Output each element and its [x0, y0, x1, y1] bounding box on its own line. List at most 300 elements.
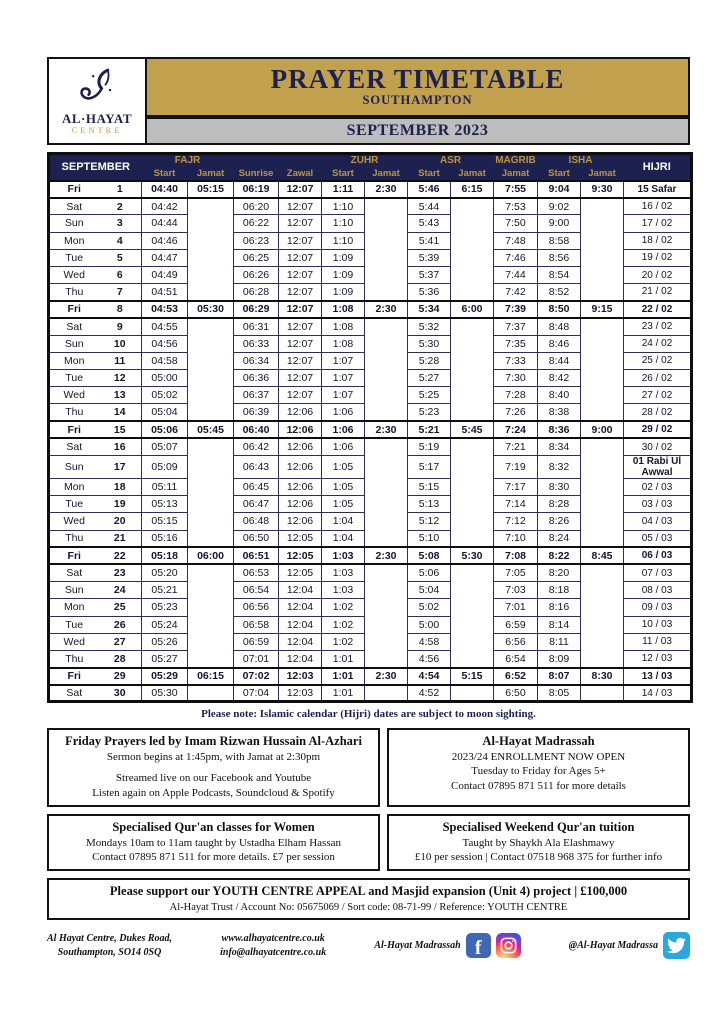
sunrise-cell: 06:36 [234, 370, 279, 387]
magrib-jamat-cell: 7:10 [494, 530, 538, 547]
zuhr-start-cell: 1:01 [322, 650, 365, 667]
day-cell: Sat [49, 438, 99, 455]
empty-jamat-cell [188, 198, 234, 301]
info-boxes [47, 728, 690, 871]
fajr-start-cell: 05:30 [142, 685, 188, 702]
asr-start-cell: 4:52 [408, 685, 451, 702]
magrib-jamat-cell: 7:26 [494, 404, 538, 421]
day-cell: Sun [49, 215, 99, 232]
zawal-cell: 12:04 [279, 599, 322, 616]
isha-jamat-cell: 9:30 [581, 181, 624, 198]
zawal-cell: 12:04 [279, 616, 322, 633]
zuhr-start-cell: 1:01 [322, 668, 365, 685]
title-band [147, 59, 688, 119]
subheader-asr-start: Start [408, 168, 451, 181]
day-cell: Wed [49, 387, 99, 404]
magrib-jamat-cell: 6:50 [494, 685, 538, 702]
sunrise-cell: 07:04 [234, 685, 279, 702]
isha-start-cell: 8:40 [538, 387, 581, 404]
info-box [47, 728, 380, 807]
asr-start-cell: 5:17 [408, 456, 451, 479]
day-cell: Tue [49, 249, 99, 266]
hijri-cell: 18 / 02 [624, 232, 692, 249]
zuhr-start-cell: 1:05 [322, 479, 365, 496]
page-subtitle: SOUTHAMPTON [362, 93, 473, 107]
zawal-cell: 12:05 [279, 564, 322, 581]
subheader-zuhr-start: Start [322, 168, 365, 181]
empty-jamat-cell [365, 685, 408, 702]
asr-start-cell: 4:54 [408, 668, 451, 685]
magrib-jamat-cell: 7:53 [494, 198, 538, 215]
sunrise-cell: 06:33 [234, 335, 279, 352]
isha-start-cell: 8:24 [538, 530, 581, 547]
asr-start-cell: 5:30 [408, 335, 451, 352]
date-cell: 16 [99, 438, 142, 455]
date-cell: 9 [99, 318, 142, 335]
logo [49, 59, 147, 143]
magrib-jamat-cell: 7:01 [494, 599, 538, 616]
date-cell: 27 [99, 633, 142, 650]
fajr-start-cell: 04:58 [142, 352, 188, 369]
magrib-jamat-cell: 7:37 [494, 318, 538, 335]
appeal-bank-details: Al-Hayat Trust / Account No: 05675069 / Sort code: 08-71-99 / Reference: YOUTH CENTRE [169, 902, 568, 914]
date-cell: 24 [99, 582, 142, 599]
sunrise-cell: 07:01 [234, 650, 279, 667]
asr-start-cell: 4:56 [408, 650, 451, 667]
subheader-isha-start: Start [538, 168, 581, 181]
asr-start-cell: 5:19 [408, 438, 451, 455]
asr-start-cell: 5:06 [408, 564, 451, 581]
info-box-line: £10 per session | Contact 07518 968 375 for further info [414, 850, 663, 863]
isha-start-cell: 8:14 [538, 616, 581, 633]
magrib-jamat-cell: 7:24 [494, 421, 538, 438]
isha-start-cell: 8:09 [538, 650, 581, 667]
magrib-jamat-cell: 7:08 [494, 547, 538, 564]
fajr-start-cell: 05:27 [142, 650, 188, 667]
zawal-cell: 12:06 [279, 404, 322, 421]
isha-start-cell: 8:32 [538, 456, 581, 479]
hijri-cell: 08 / 03 [624, 582, 692, 599]
asr-start-cell: 5:32 [408, 318, 451, 335]
magrib-jamat-cell: 7:30 [494, 370, 538, 387]
date-cell: 14 [99, 404, 142, 421]
zuhr-start-cell: 1:02 [322, 633, 365, 650]
zawal-cell: 12:07 [279, 387, 322, 404]
fajr-start-cell: 05:11 [142, 479, 188, 496]
empty-jamat-cell [581, 564, 624, 667]
zawal-cell: 12:03 [279, 685, 322, 702]
info-box [387, 728, 690, 807]
zawal-cell: 12:06 [279, 496, 322, 513]
date-cell: 8 [99, 301, 142, 318]
fajr-start-cell: 04:53 [142, 301, 188, 318]
zuhr-start-cell: 1:07 [322, 387, 365, 404]
asr-start-cell: 5:13 [408, 496, 451, 513]
fajr-start-cell: 04:49 [142, 266, 188, 283]
date-cell: 30 [99, 685, 142, 702]
info-box-line: Listen again on Apple Podcasts, Soundcloud & Spotify [92, 786, 335, 799]
magrib-jamat-cell: 7:39 [494, 301, 538, 318]
hijri-cell: 26 / 02 [624, 370, 692, 387]
empty-jamat-cell [581, 318, 624, 421]
empty-jamat-cell [451, 564, 494, 667]
hijri-cell: 14 / 03 [624, 685, 692, 702]
sunrise-cell: 06:47 [234, 496, 279, 513]
isha-jamat-cell: 9:15 [581, 301, 624, 318]
info-box-line: Contact 07895 871 511 for more details [451, 779, 626, 792]
isha-start-cell: 8:20 [538, 564, 581, 581]
zawal-cell: 12:06 [279, 479, 322, 496]
column-header-zuhr: ZUHR [322, 154, 408, 168]
hijri-cell: 24 / 02 [624, 335, 692, 352]
column-header-fajr: FAJR [142, 154, 234, 168]
empty-jamat-cell [365, 438, 408, 547]
sunrise-cell: 06:31 [234, 318, 279, 335]
zawal-cell: 12:03 [279, 668, 322, 685]
asr-start-cell: 5:02 [408, 599, 451, 616]
zawal-cell: 12:04 [279, 633, 322, 650]
asr-start-cell: 5:23 [408, 404, 451, 421]
info-box-title: Friday Prayers led by Imam Rizwan Hussain Al-Azhari [65, 734, 362, 749]
isha-start-cell: 8:22 [538, 547, 581, 564]
asr-jamat-cell: 6:00 [451, 301, 494, 318]
hijri-cell: 28 / 02 [624, 404, 692, 421]
day-cell: Thu [49, 404, 99, 421]
title-area [147, 59, 688, 143]
hijri-cell: 15 Safar [624, 181, 692, 198]
day-cell: Tue [49, 496, 99, 513]
table-row [49, 564, 692, 581]
sunrise-cell: 06:37 [234, 387, 279, 404]
al-hayat-calligraphy-icon [74, 67, 120, 112]
subheader-zuhr-jamat: Jamat [365, 168, 408, 181]
zawal-cell: 12:07 [279, 335, 322, 352]
empty-jamat-cell [365, 564, 408, 667]
isha-start-cell: 8:18 [538, 582, 581, 599]
fajr-start-cell: 05:09 [142, 456, 188, 479]
date-cell: 7 [99, 284, 142, 301]
date-cell: 18 [99, 479, 142, 496]
day-cell: Fri [49, 547, 99, 564]
date-cell: 29 [99, 668, 142, 685]
isha-start-cell: 8:05 [538, 685, 581, 702]
subheader-fajr-start: Start [142, 168, 188, 181]
asr-start-cell: 5:39 [408, 249, 451, 266]
magrib-jamat-cell: 7:14 [494, 496, 538, 513]
isha-start-cell: 8:07 [538, 668, 581, 685]
hijri-cell: 10 / 03 [624, 616, 692, 633]
zawal-cell: 12:07 [279, 232, 322, 249]
isha-start-cell: 8:26 [538, 513, 581, 530]
zuhr-start-cell: 1:03 [322, 582, 365, 599]
subheader-isha-jamat: Jamat [581, 168, 624, 181]
day-cell: Sat [49, 685, 99, 702]
website-url: www.alhayatcentre.co.uk [221, 933, 325, 945]
day-cell: Mon [49, 479, 99, 496]
zuhr-start-cell: 1:08 [322, 335, 365, 352]
empty-jamat-cell [451, 438, 494, 547]
sunrise-cell: 06:56 [234, 599, 279, 616]
date-cell: 28 [99, 650, 142, 667]
asr-start-cell: 5:27 [408, 370, 451, 387]
sunrise-cell: 06:51 [234, 547, 279, 564]
empty-jamat-cell [581, 438, 624, 547]
asr-start-cell: 5:41 [408, 232, 451, 249]
subheader-sunrise: Sunrise [234, 168, 279, 181]
asr-start-cell: 5:15 [408, 479, 451, 496]
sunrise-cell: 06:23 [234, 232, 279, 249]
empty-jamat-cell [188, 438, 234, 547]
asr-jamat-cell: 6:15 [451, 181, 494, 198]
day-cell: Mon [49, 352, 99, 369]
isha-start-cell: 8:28 [538, 496, 581, 513]
sunrise-cell: 06:26 [234, 266, 279, 283]
zawal-cell: 12:07 [279, 370, 322, 387]
hijri-cell: 30 / 02 [624, 438, 692, 455]
zawal-cell: 12:07 [279, 181, 322, 198]
table-row [49, 318, 692, 335]
fajr-jamat-cell: 05:30 [188, 301, 234, 318]
fajr-jamat-cell: 06:15 [188, 668, 234, 685]
zuhr-start-cell: 1:07 [322, 352, 365, 369]
table-row [49, 301, 692, 318]
empty-jamat-cell [188, 318, 234, 421]
logo-subtitle: CENTRE [71, 125, 123, 136]
subheader-magrib-jamat: Jamat [494, 168, 538, 181]
date-cell: 26 [99, 616, 142, 633]
hijri-cell: 09 / 03 [624, 599, 692, 616]
zawal-cell: 12:07 [279, 249, 322, 266]
isha-start-cell: 8:50 [538, 301, 581, 318]
isha-jamat-cell: 9:00 [581, 421, 624, 438]
sunrise-cell: 06:45 [234, 479, 279, 496]
sunrise-cell: 06:48 [234, 513, 279, 530]
moon-sighting-note: Please note: Islamic calendar (Hijri) dates are subject to moon sighting. [201, 708, 536, 721]
asr-start-cell: 5:36 [408, 284, 451, 301]
info-box-line: Sermon begins at 1:45pm, with Jamat at 2:30pm [106, 751, 321, 764]
fajr-start-cell: 04:47 [142, 249, 188, 266]
column-header-september: SEPTEMBER [49, 154, 142, 181]
magrib-jamat-cell: 7:12 [494, 513, 538, 530]
fajr-start-cell: 04:51 [142, 284, 188, 301]
isha-start-cell: 8:36 [538, 421, 581, 438]
sunrise-cell: 06:22 [234, 215, 279, 232]
zuhr-start-cell: 1:10 [322, 232, 365, 249]
fajr-start-cell: 04:55 [142, 318, 188, 335]
zuhr-start-cell: 1:10 [322, 198, 365, 215]
magrib-jamat-cell: 6:59 [494, 616, 538, 633]
sunrise-cell: 06:42 [234, 438, 279, 455]
asr-start-cell: 5:25 [408, 387, 451, 404]
magrib-jamat-cell: 7:03 [494, 582, 538, 599]
zuhr-start-cell: 1:06 [322, 404, 365, 421]
zawal-cell: 12:05 [279, 547, 322, 564]
magrib-jamat-cell: 7:46 [494, 249, 538, 266]
hijri-cell: 25 / 02 [624, 352, 692, 369]
date-cell: 6 [99, 266, 142, 283]
info-box-line: 2023/24 ENROLLMENT NOW OPEN [451, 751, 626, 764]
sunrise-cell: 06:20 [234, 198, 279, 215]
zuhr-start-cell: 1:08 [322, 318, 365, 335]
hijri-cell: 17 / 02 [624, 215, 692, 232]
asr-start-cell: 5:10 [408, 530, 451, 547]
fajr-start-cell: 05:13 [142, 496, 188, 513]
hijri-cell: 03 / 03 [624, 496, 692, 513]
hijri-cell: 16 / 02 [624, 198, 692, 215]
zawal-cell: 12:07 [279, 284, 322, 301]
zawal-cell: 12:07 [279, 301, 322, 318]
asr-jamat-cell: 5:30 [451, 547, 494, 564]
asr-start-cell: 5:44 [408, 198, 451, 215]
timetable-header [49, 154, 692, 181]
zuhr-start-cell: 1:01 [322, 685, 365, 702]
hijri-cell: 21 / 02 [624, 284, 692, 301]
day-cell: Thu [49, 284, 99, 301]
hijri-cell: 01 Rabi Ul Awwal [624, 456, 692, 479]
info-box-line: Mondays 10am to 11am taught by Ustadha Elham Hassan [86, 836, 341, 849]
isha-start-cell: 8:56 [538, 249, 581, 266]
column-header-hijri: HIJRI [624, 154, 692, 181]
address [47, 932, 172, 959]
twitter-group [569, 932, 690, 959]
day-cell: Tue [49, 370, 99, 387]
page-title: PRAYER TIMETABLE [270, 64, 565, 94]
day-cell: Sat [49, 198, 99, 215]
day-cell: Tue [49, 616, 99, 633]
twitter-icon [663, 932, 690, 959]
zawal-cell: 12:07 [279, 215, 322, 232]
day-cell: Sun [49, 335, 99, 352]
zuhr-jamat-cell: 2:30 [365, 668, 408, 685]
zawal-cell: 12:06 [279, 513, 322, 530]
magrib-jamat-cell: 6:56 [494, 633, 538, 650]
asr-start-cell: 5:34 [408, 301, 451, 318]
youth-centre-appeal [47, 878, 690, 920]
fajr-start-cell: 05:26 [142, 633, 188, 650]
zuhr-start-cell: 1:05 [322, 496, 365, 513]
month-banner: SEPTEMBER 2023 [346, 122, 489, 139]
empty-jamat-cell [188, 564, 234, 667]
asr-start-cell: 5:21 [408, 421, 451, 438]
zuhr-start-cell: 1:07 [322, 370, 365, 387]
column-header-magrib: MAGRIB [495, 155, 536, 167]
fajr-start-cell: 04:42 [142, 198, 188, 215]
info-box-line: Tuesday to Friday for Ages 5+ [471, 765, 606, 778]
day-cell: Sun [49, 456, 99, 479]
facebook-instagram-group [374, 933, 520, 958]
day-cell: Mon [49, 599, 99, 616]
zuhr-jamat-cell: 2:30 [365, 547, 408, 564]
magrib-jamat-cell: 7:19 [494, 456, 538, 479]
asr-start-cell: 5:28 [408, 352, 451, 369]
zuhr-start-cell: 1:06 [322, 438, 365, 455]
fajr-start-cell: 05:20 [142, 564, 188, 581]
day-cell: Wed [49, 266, 99, 283]
fajr-start-cell: 04:46 [142, 232, 188, 249]
table-row [49, 438, 692, 455]
day-cell: Wed [49, 633, 99, 650]
asr-start-cell: 5:46 [408, 181, 451, 198]
hijri-cell: 19 / 02 [624, 249, 692, 266]
fajr-start-cell: 05:06 [142, 421, 188, 438]
zawal-cell: 12:07 [279, 352, 322, 369]
email-address: info@alhayatcentre.co.uk [220, 946, 327, 958]
date-cell: 21 [99, 530, 142, 547]
sunrise-cell: 06:40 [234, 421, 279, 438]
month-band [147, 119, 688, 143]
sunrise-cell: 06:43 [234, 456, 279, 479]
header [47, 57, 690, 145]
zuhr-start-cell: 1:10 [322, 215, 365, 232]
date-cell: 23 [99, 564, 142, 581]
hijri-cell: 27 / 02 [624, 387, 692, 404]
date-cell: 3 [99, 215, 142, 232]
day-cell: Thu [49, 650, 99, 667]
fajr-start-cell: 05:02 [142, 387, 188, 404]
magrib-jamat-cell: 7:55 [494, 181, 538, 198]
date-cell: 4 [99, 232, 142, 249]
magrib-jamat-cell: 7:21 [494, 438, 538, 455]
address-line2: Southampton, SO14 0SQ [57, 946, 162, 958]
day-cell: Sat [49, 564, 99, 581]
fajr-jamat-cell: 05:45 [188, 421, 234, 438]
sunrise-cell: 06:34 [234, 352, 279, 369]
zuhr-start-cell: 1:09 [322, 284, 365, 301]
isha-jamat-cell: 8:45 [581, 547, 624, 564]
magrib-jamat-cell: 7:42 [494, 284, 538, 301]
asr-jamat-cell: 5:45 [451, 421, 494, 438]
isha-start-cell: 8:38 [538, 404, 581, 421]
fajr-start-cell: 04:40 [142, 181, 188, 198]
isha-start-cell: 8:58 [538, 232, 581, 249]
info-box [387, 814, 690, 871]
empty-jamat-cell [365, 198, 408, 301]
hijri-cell: 11 / 03 [624, 633, 692, 650]
isha-start-cell: 8:46 [538, 335, 581, 352]
info-box-line: Contact 07895 871 511 for more details. £7 per session [92, 850, 335, 863]
isha-start-cell: 8:42 [538, 370, 581, 387]
isha-start-cell: 8:16 [538, 599, 581, 616]
zawal-cell: 12:07 [279, 266, 322, 283]
date-cell: 12 [99, 370, 142, 387]
zuhr-start-cell: 1:06 [322, 421, 365, 438]
asr-start-cell: 5:08 [408, 547, 451, 564]
sunrise-cell: 06:25 [234, 249, 279, 266]
zuhr-start-cell: 1:04 [322, 530, 365, 547]
asr-jamat-cell: 5:15 [451, 668, 494, 685]
magrib-jamat-cell: 7:35 [494, 335, 538, 352]
day-cell: Fri [49, 301, 99, 318]
table-row [49, 181, 692, 198]
zawal-cell: 12:07 [279, 318, 322, 335]
magrib-jamat-cell: 6:54 [494, 650, 538, 667]
subheader-fajr-jamat: Jamat [188, 168, 234, 181]
asr-start-cell: 5:12 [408, 513, 451, 530]
date-cell: 2 [99, 198, 142, 215]
zawal-cell: 12:04 [279, 650, 322, 667]
hijri-cell: 20 / 02 [624, 266, 692, 283]
hijri-cell: 05 / 03 [624, 530, 692, 547]
sunrise-cell: 06:29 [234, 301, 279, 318]
sunrise-cell: 06:19 [234, 181, 279, 198]
date-cell: 20 [99, 513, 142, 530]
table-row [49, 685, 692, 702]
empty-jamat-cell [451, 318, 494, 421]
zuhr-start-cell: 1:08 [322, 301, 365, 318]
zuhr-start-cell: 1:11 [322, 181, 365, 198]
magrib-jamat-cell: 7:28 [494, 387, 538, 404]
instagram-icon [496, 933, 521, 958]
